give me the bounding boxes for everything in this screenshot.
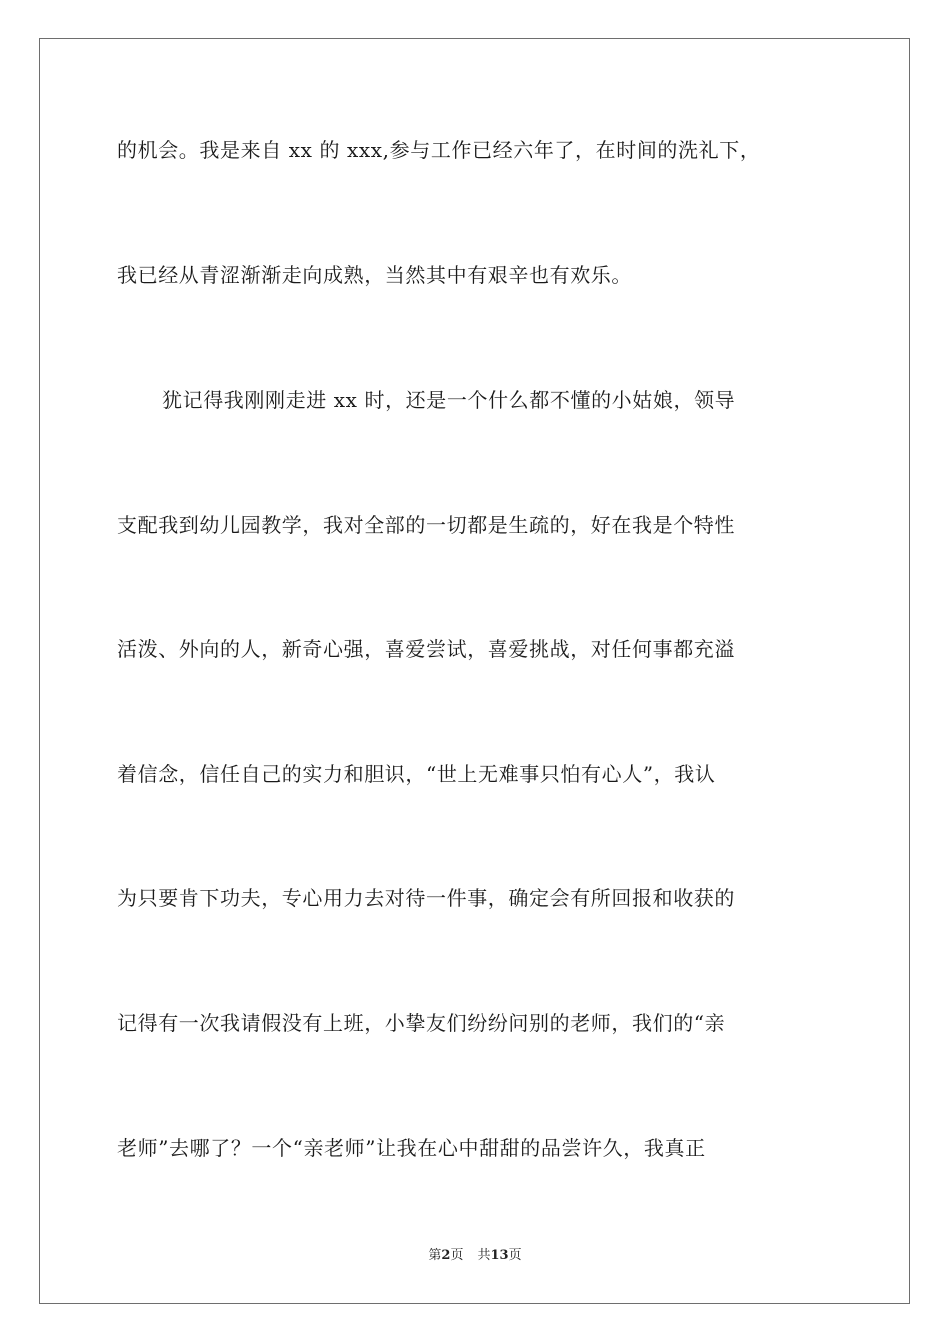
page-frame	[39, 38, 910, 1304]
footer-page-total: 13	[490, 1248, 509, 1263]
body-line-8: 记得有一次我请假没有上班，小挚友们纷纷问别的老师，我们的“亲	[117, 1011, 726, 1035]
body-line-1: 的机会。我是来自 xx 的 xxx,参与工作已经六年了，在时间的洗礼下，	[117, 138, 761, 162]
footer-total-prefix: 共	[477, 1248, 491, 1263]
footer-page-current: 2	[441, 1248, 451, 1263]
body-line-9: 老师”去哪了？一个“亲老师”让我在心中甜甜的品尝许久，我真正	[117, 1136, 706, 1160]
footer-total-suffix: 页	[508, 1248, 522, 1263]
body-line-4: 支配我到幼儿园教学，我对全部的一切都是生疏的，好在我是个特性	[117, 513, 735, 537]
body-line-6: 着信念，信任自己的实力和胆识，“世上无难事只怕有心人”，我认	[117, 762, 716, 786]
body-line-7: 为只要肯下功夫，专心用力去对待一件事，确定会有所回报和收获的	[117, 886, 735, 910]
body-line-3: 犹记得我刚刚走进 xx 时，还是一个什么都不懂的小姑娘，领导	[162, 388, 736, 412]
footer-page-prefix: 第	[428, 1248, 442, 1263]
body-line-2: 我已经从青涩渐渐走向成熟，当然其中有艰辛也有欢乐。	[117, 263, 632, 287]
footer-page-suffix: 页	[450, 1248, 464, 1263]
page-footer	[0, 1247, 950, 1265]
body-line-5: 活泼、外向的人，新奇心强，喜爱尝试，喜爱挑战，对任何事都充溢	[117, 637, 735, 661]
